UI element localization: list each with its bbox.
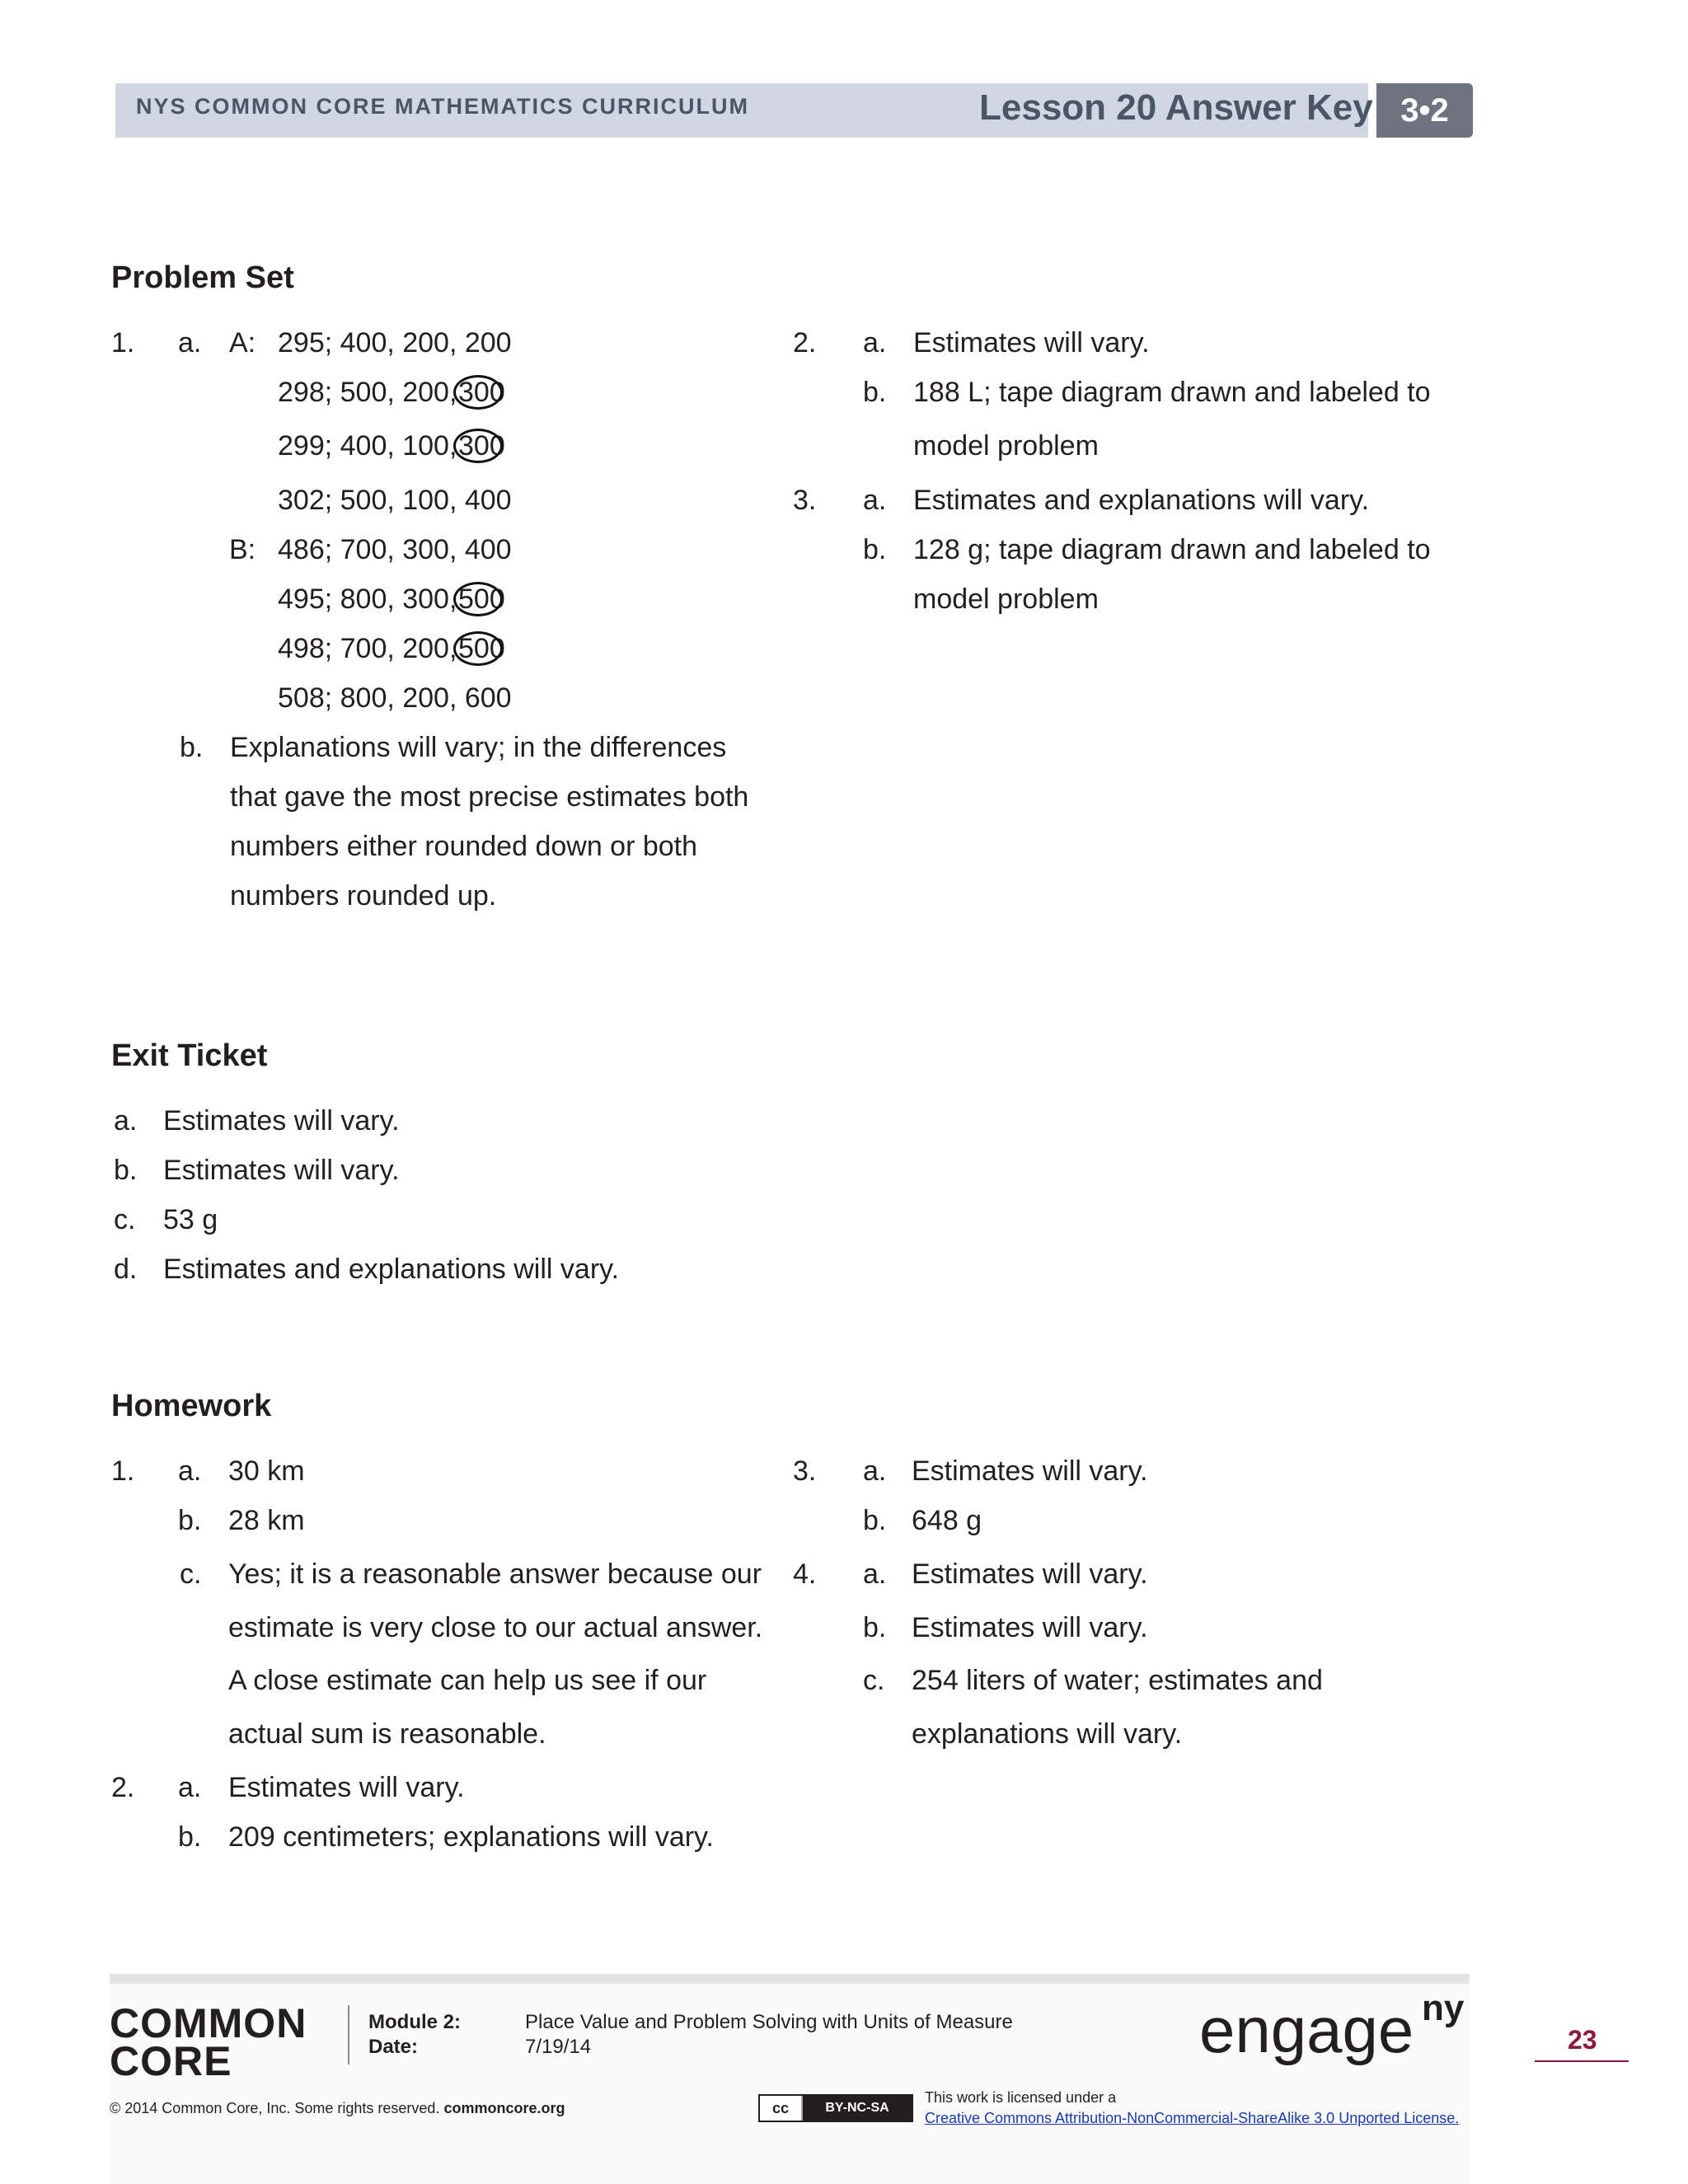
ps-p2-a-label: a. [863, 327, 887, 359]
ps-p1-A-row: 299; 400, 100, [278, 430, 457, 462]
hw-p3-b-text: 648 g [912, 1505, 982, 1536]
license-text: This work is licensed under a [925, 2089, 1117, 2106]
hw-p4-c-line: 254 liters of water; estimates and [912, 1665, 1323, 1696]
ps-p1-b-line: Explanations will vary; in the differences [230, 732, 727, 763]
license-link[interactable]: Creative Commons Attribution-NonCommercial-ShareAlike 3.0 Unported License. [925, 2110, 1460, 2126]
hw-p4-a-label: a. [863, 1558, 887, 1590]
module-label: Module 2: [368, 2011, 461, 2033]
ps-p2-b-line: 188 L; tape diagram drawn and labeled to [913, 377, 1431, 408]
ps-p1-b-line: numbers rounded up. [230, 880, 497, 912]
hw-p4-number: 4. [793, 1558, 817, 1590]
lesson-title: Lesson 20 Answer Key [979, 87, 1373, 128]
cc-license-badge[interactable] [758, 2094, 913, 2122]
exit-ticket-heading: Exit Ticket [111, 1038, 268, 1073]
ps-p3-b-line: 128 g; tape diagram drawn and labeled to [913, 534, 1431, 565]
ps-p1-B-circled-value: 500 [458, 583, 505, 615]
exit-ticket-item-label: d. [114, 1254, 138, 1285]
ps-p3-a-text: Estimates and explanations will vary. [913, 485, 1370, 516]
hw-p4-a-text: Estimates will vary. [912, 1558, 1148, 1590]
hw-p2-b-label: b. [178, 1821, 202, 1853]
hw-p4-c-label: c. [863, 1665, 885, 1696]
exit-ticket-item-label: a. [114, 1105, 138, 1137]
footer-rule [110, 1974, 1470, 1984]
hw-p1-c-line: actual sum is reasonable. [228, 1718, 546, 1750]
hw-p1-c-line: estimate is very close to our actual answer. [228, 1612, 763, 1643]
ps-p1-A-row: 302; 500, 100, 400 [278, 485, 512, 516]
copyright-text: © 2014 Common Core, Inc. Some rights reserved. [110, 2100, 440, 2116]
common-core-logo: COMMON CORE [110, 2000, 307, 2084]
exit-ticket-item-text: Estimates and explanations will vary. [163, 1254, 620, 1285]
hw-p1-a-label: a. [178, 1455, 202, 1487]
hw-p2-number: 2. [111, 1772, 135, 1803]
hw-p1-c-line: A close estimate can help us see if our [228, 1665, 707, 1696]
hw-p4-b-label: b. [863, 1612, 887, 1643]
homework-heading: Homework [111, 1389, 272, 1423]
cc-icon: cc [760, 2096, 801, 2121]
ps-p1-number: 1. [111, 327, 135, 359]
hw-p1-c-label: c. [180, 1558, 202, 1590]
date-label: Date: [368, 2036, 419, 2058]
ps-p1-A-label: A: [229, 327, 256, 359]
problem-set-heading: Problem Set [111, 260, 294, 295]
ps-p1-a-label: a. [178, 327, 202, 359]
hw-p2-b-text: 209 centimeters; explanations will vary. [228, 1821, 714, 1853]
hw-p1-b-text: 28 km [228, 1505, 305, 1536]
curriculum-title: NYS COMMON CORE MATHEMATICS CURRICULUM [136, 94, 749, 119]
hw-p3-number: 3. [793, 1455, 817, 1487]
hw-p2-a-label: a. [178, 1772, 202, 1803]
ps-p1-B-row: 495; 800, 300, [278, 583, 457, 615]
footer-divider [348, 2005, 349, 2064]
ps-p2-b-label: b. [863, 377, 887, 408]
ps-p1-B-row: 498; 700, 200, [278, 633, 457, 664]
module-badge: 3•2 [1376, 83, 1473, 138]
exit-ticket-item-label: c. [114, 1204, 136, 1235]
ps-p1-b-label: b. [180, 732, 204, 763]
ps-p3-b-label: b. [863, 534, 887, 565]
ps-p3-a-label: a. [863, 485, 887, 516]
engageny-logo: engage [1199, 1994, 1414, 2066]
ps-p1-A-row: 295; 400, 200, 200 [278, 327, 512, 359]
copyright [110, 2100, 565, 2117]
answer-circle [453, 631, 503, 666]
exit-ticket-item-label: b. [114, 1155, 138, 1186]
ps-p3-number: 3. [793, 485, 817, 516]
hw-p3-b-label: b. [863, 1505, 887, 1536]
ps-p2-b-line: model problem [913, 430, 1099, 462]
ps-p1-B-label: B: [229, 534, 256, 565]
ps-p1-B-row: 508; 800, 200, 600 [278, 682, 512, 714]
hw-p2-a-text: Estimates will vary. [228, 1772, 465, 1803]
hw-p3-a-label: a. [863, 1455, 887, 1487]
hw-p1-c-line: Yes; it is a reasonable answer because our [228, 1558, 762, 1590]
ps-p1-A-circled-value: 300 [458, 377, 505, 408]
hw-p4-b-text: Estimates will vary. [912, 1612, 1148, 1643]
ps-p1-b-line: that gave the most precise estimates both [230, 781, 749, 813]
module-title: Place Value and Problem Solving with Units of Measure [525, 2011, 1013, 2033]
copyright-site-link[interactable]: commoncore.org [443, 2100, 565, 2116]
engageny-logo-ny: ny [1422, 1988, 1465, 2028]
footer-date: 7/19/14 [525, 2036, 592, 2058]
answer-circle [453, 429, 503, 463]
page-number-underline [1535, 2060, 1629, 2062]
hw-p1-b-label: b. [178, 1505, 202, 1536]
exit-ticket-item-text: Estimates will vary. [163, 1155, 400, 1186]
ps-p1-B-circled-value: 500 [458, 633, 505, 664]
ps-p1-b-line: numbers either rounded down or both [230, 831, 698, 862]
page-number: 23 [1568, 2025, 1597, 2055]
answer-circle [453, 375, 503, 410]
hw-p4-c-line: explanations will vary. [912, 1718, 1183, 1750]
ps-p1-A-row: 298; 500, 200, [278, 377, 457, 408]
exit-ticket-item-text: 53 g [163, 1204, 218, 1235]
answer-circle [453, 582, 503, 616]
ps-p2-a-text: Estimates will vary. [913, 327, 1150, 359]
ps-p1-A-circled-value: 300 [458, 430, 505, 462]
cc-badge-label: BY-NC-SA [803, 2096, 912, 2121]
ps-p1-B-row: 486; 700, 300, 400 [278, 534, 512, 565]
hw-p1-a-text: 30 km [228, 1455, 305, 1487]
ps-p3-b-line: model problem [913, 583, 1099, 615]
ps-p2-number: 2. [793, 327, 817, 359]
hw-p3-a-text: Estimates will vary. [912, 1455, 1148, 1487]
hw-p1-number: 1. [111, 1455, 135, 1487]
exit-ticket-item-text: Estimates will vary. [163, 1105, 400, 1137]
